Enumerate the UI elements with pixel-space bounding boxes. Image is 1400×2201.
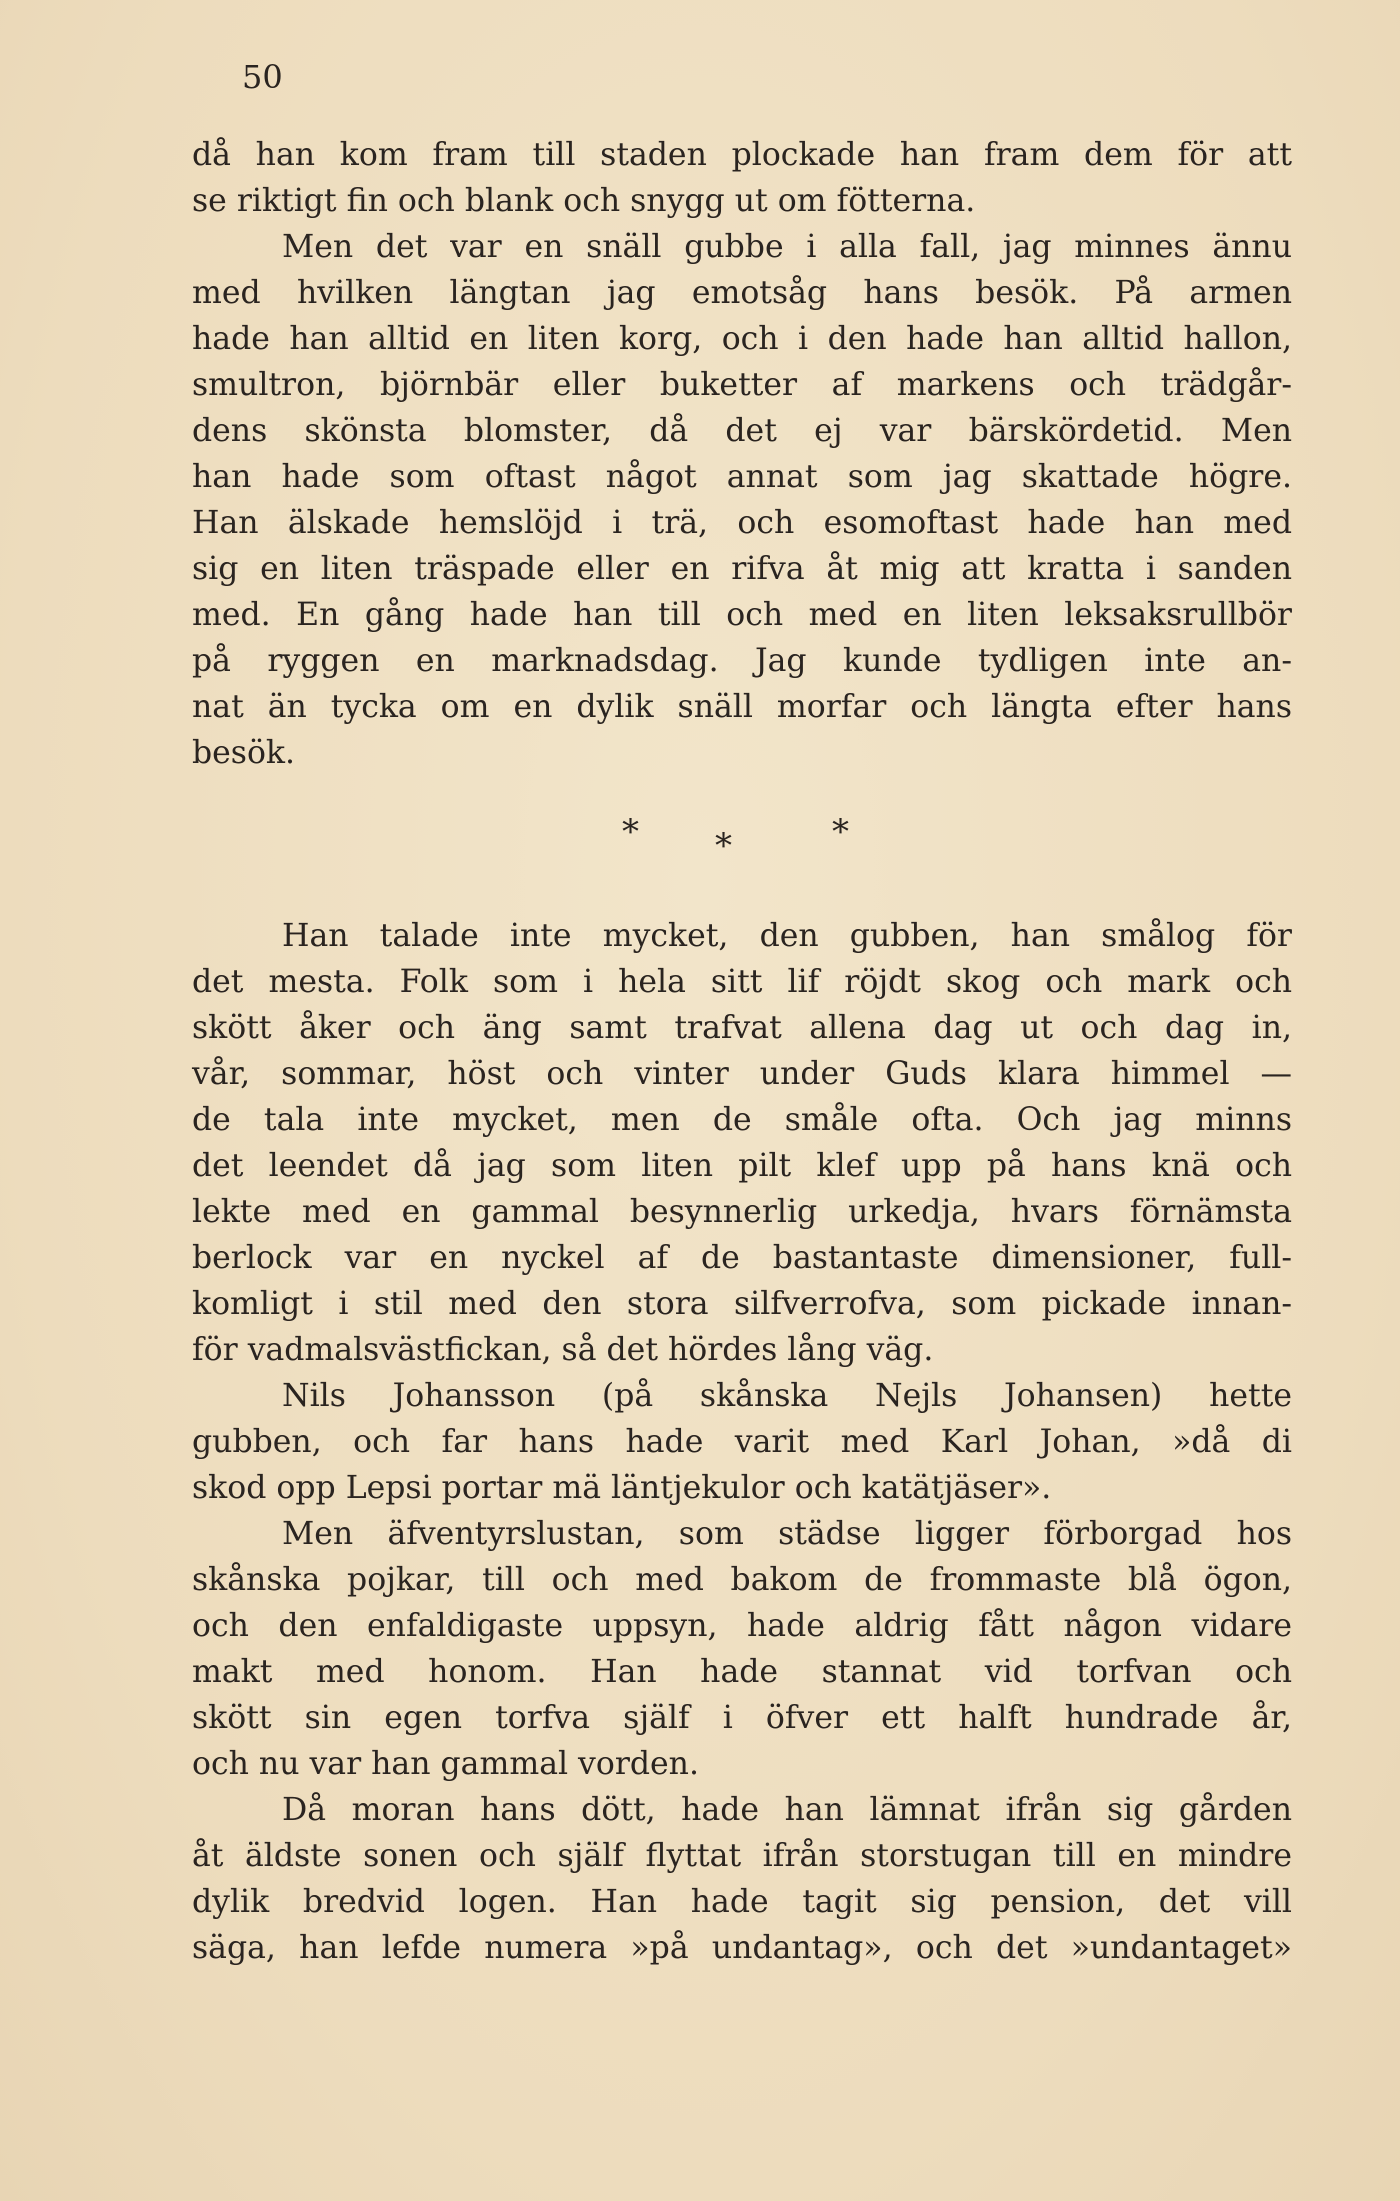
paragraph-block-1 [192, 132, 1292, 776]
text-line: på ryggen en marknadsdag. Jag kunde tydligen inte an- [192, 643, 1292, 679]
text-line: de tala inte mycket, men de småle ofta. Och jag minns [192, 1102, 1292, 1138]
text-line: han hade som oftast något annat som jag skattade högre. [192, 459, 1292, 495]
text-line: komligt i stil med den stora silfverrofva, som pickade innan- [192, 1286, 1292, 1322]
paragraph-block-2 [192, 913, 1292, 1971]
text-line: Han älskade hemslöjd i trä, och esomoftast hade han med [192, 505, 1292, 541]
text-line: Då moran hans dött, hade han lämnat ifrån sig gården [282, 1792, 1292, 1828]
text-line: se riktigt fin och blank och snygg ut om fötterna. [192, 183, 976, 219]
text-line: dens skönsta blomster, då det ej var bärskördetid. Men [192, 413, 1292, 449]
text-line: nat än tycka om en dylik snäll morfar och längta efter hans [192, 689, 1292, 725]
text-line: skött sin egen torfva själf i öfver ett halft hundrade år, [192, 1700, 1292, 1736]
text-line: Han talade inte mycket, den gubben, han smålog för [282, 918, 1292, 954]
text-line: hade han alltid en liten korg, och i den hade han alltid hallon, [192, 321, 1292, 357]
asterisk: * [715, 826, 732, 866]
text-line: Nils Johansson (på skånska Nejls Johansen) hette [282, 1378, 1292, 1414]
text-line: Men det var en snäll gubbe i alla fall, jag minnes ännu [282, 229, 1292, 265]
text-line: makt med honom. Han hade stannat vid torfvan och [192, 1654, 1292, 1690]
text-line: för vadmalsvästfickan, så det hördes lång väg. [192, 1332, 934, 1368]
text-line: skod opp Lepsi portar mä läntjekulor och katätjäser». [192, 1470, 1052, 1506]
text-line: vår, sommar, höst och vinter under Guds klara himmel — [192, 1056, 1292, 1092]
asterisk: * [622, 812, 639, 852]
text-line: skött åker och äng samt trafvat allena dag ut och dag in, [192, 1010, 1292, 1046]
text-line: berlock var en nyckel af de bastantaste dimensioner, full- [192, 1240, 1292, 1276]
text-line: besök. [192, 735, 296, 771]
text-line: sig en liten träspade eller en rifva åt mig att kratta i sanden [192, 551, 1292, 587]
text-line: dylik bredvid logen. Han hade tagit sig pension, det vill [192, 1884, 1292, 1920]
text-line: lekte med en gammal besynnerlig urkedja, hvars förnämsta [192, 1194, 1292, 1230]
text-line: skånska pojkar, till och med bakom de frommaste blå ögon, [192, 1562, 1292, 1598]
text-line: gubben, och far hans hade varit med Karl Johan, »då di [192, 1424, 1292, 1460]
text-line: och nu var han gammal vorden. [192, 1746, 699, 1782]
section-separator [600, 812, 880, 872]
text-line: Men äfventyrslustan, som städse ligger förborgad hos [282, 1516, 1292, 1552]
text-line: med hvilken längtan jag emotsåg hans besök. På armen [192, 275, 1292, 311]
asterisk: * [832, 812, 849, 852]
text-line: åt äldste sonen och själf flyttat ifrån storstugan till en mindre [192, 1838, 1292, 1874]
text-line: det mesta. Folk som i hela sitt lif röjdt skog och mark och [192, 964, 1292, 1000]
text-line: det leendet då jag som liten pilt klef upp på hans knä och [192, 1148, 1292, 1184]
text-line: och den enfaldigaste uppsyn, hade aldrig fått någon vidare [192, 1608, 1292, 1644]
text-line: med. En gång hade han till och med en liten leksaksrullbör [192, 597, 1292, 633]
page-number: 50 [242, 58, 283, 96]
text-line: säga, han lefde numera »på undantag», och det »undantaget» [192, 1930, 1292, 1966]
text-line: då han kom fram till staden plockade han fram dem för att [192, 137, 1292, 173]
text-line: smultron, björnbär eller buketter af markens och trädgår- [192, 367, 1292, 403]
